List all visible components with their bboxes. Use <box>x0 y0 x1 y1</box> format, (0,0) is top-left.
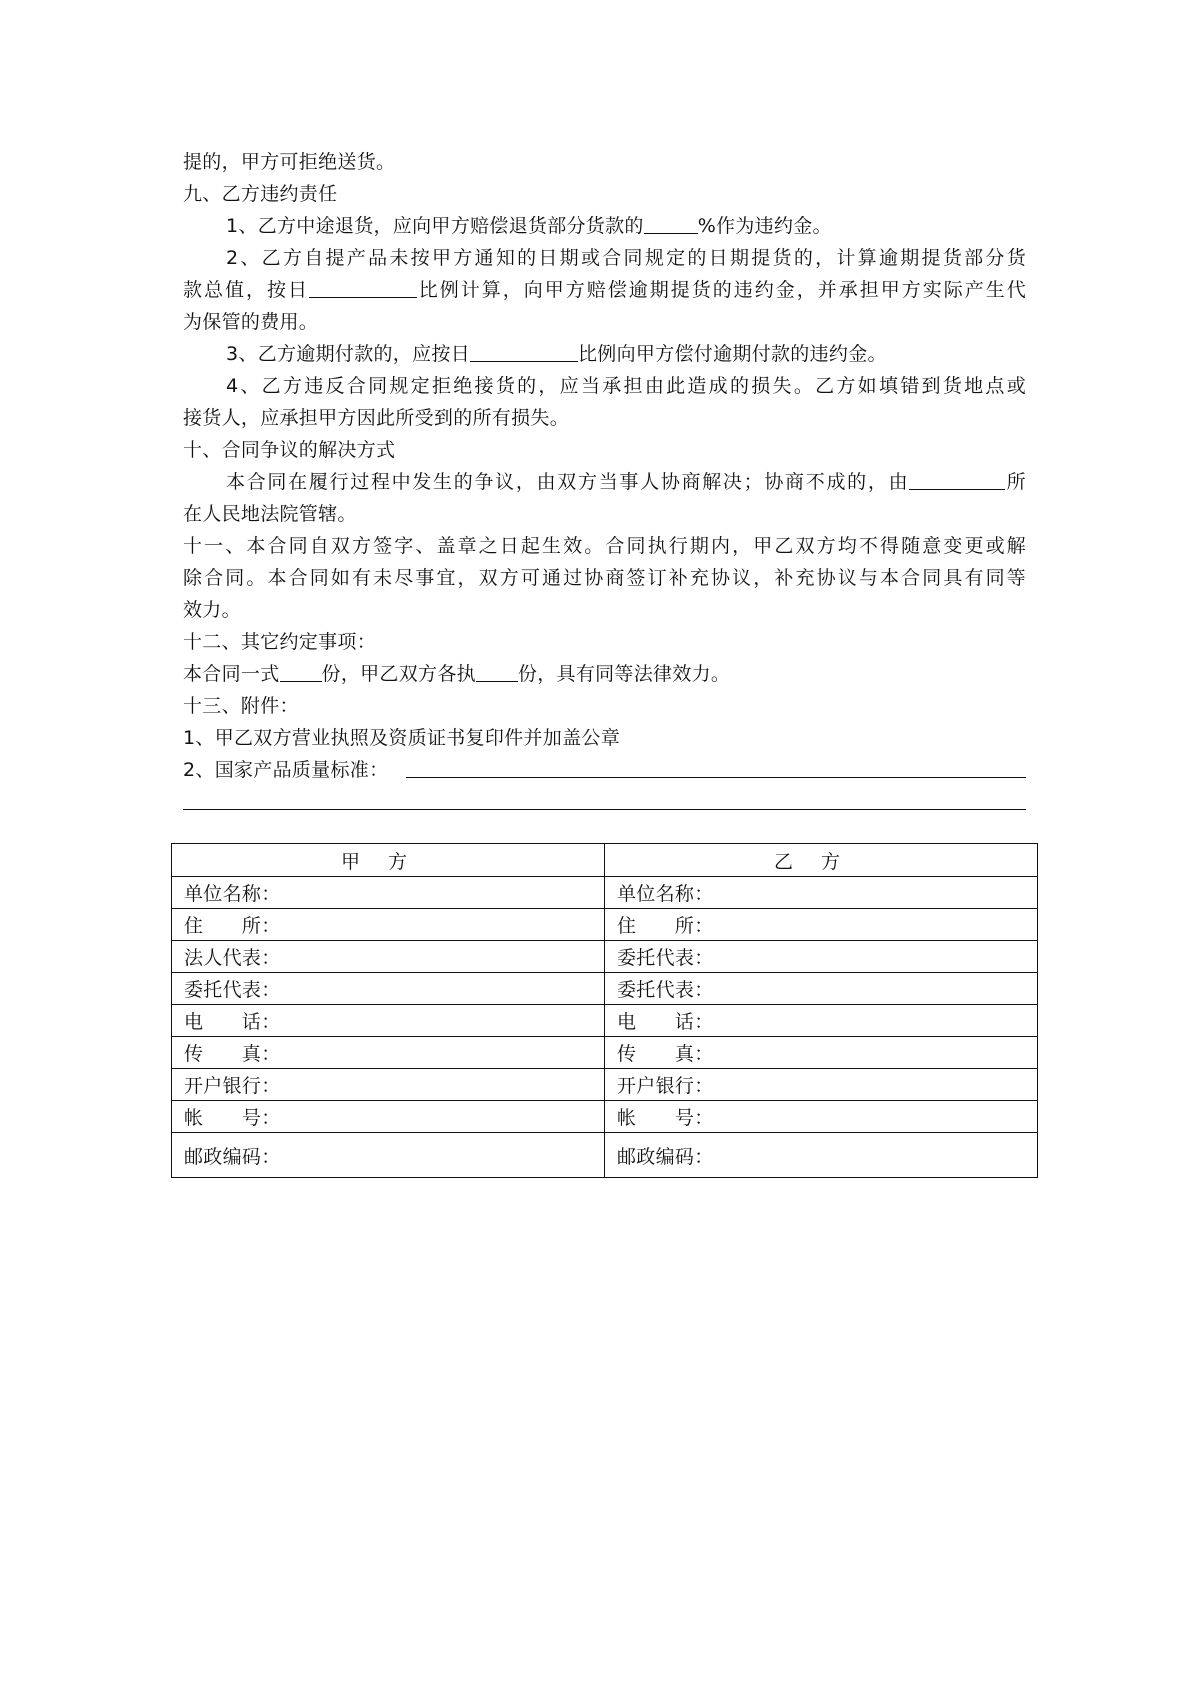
table-row <box>172 1133 1038 1178</box>
copies-total-blank <box>280 659 322 682</box>
section-10-heading: 十、合同争议的解决方式 <box>183 439 396 461</box>
daily-rate-blank <box>309 275 417 298</box>
party-b-address: 住 所： <box>605 909 1038 941</box>
party-a-company-name: 单位名称： <box>172 877 605 909</box>
clause-9-4-line1: 4、乙方违反合同规定拒绝接货的，应当承担由此造成的损失。乙方如填错到货地点或 <box>226 375 1026 397</box>
clause-9-4-line2: 接货人，应承担甲方因此所受到的所有损失。 <box>183 407 570 429</box>
table-row <box>172 1037 1038 1069</box>
party-b-phone: 电 话： <box>605 1005 1038 1037</box>
party-b-bank: 开户银行： <box>605 1069 1038 1101</box>
party-a-fax: 传 真： <box>172 1037 605 1069</box>
table-row <box>172 1069 1038 1101</box>
party-a-postcode: 邮政编码： <box>172 1133 605 1178</box>
party-b-fax: 传 真： <box>605 1037 1038 1069</box>
late-payment-rate-blank <box>470 339 578 362</box>
section-11-line3: 效力。 <box>183 599 241 621</box>
section-9-heading: 九、乙方违约责任 <box>183 183 338 205</box>
clause-10-line2: 在人民地法院管辖。 <box>183 503 357 525</box>
table-row <box>172 973 1038 1005</box>
party-b-postcode: 邮政编码： <box>605 1133 1038 1178</box>
quality-standard-rule-2 <box>183 809 1026 810</box>
table-row <box>172 909 1038 941</box>
section-11-line1: 十一、本合同自双方签字、盖章之日起生效。合同执行期内，甲乙双方均不得随意变更或解 <box>183 535 1026 557</box>
party-a-agent-rep: 委托代表： <box>172 973 605 1005</box>
attachment-2: 2、国家产品质量标准： <box>183 759 389 781</box>
party-a-phone: 电 话： <box>172 1005 605 1037</box>
table-row <box>172 941 1038 973</box>
party-b-agent-rep: 委托代表： <box>605 941 1038 973</box>
quality-standard-rule <box>406 777 1026 778</box>
party-a-bank: 开户银行： <box>172 1069 605 1101</box>
clause-9-2-line1: 2、乙方自提产品未按甲方通知的日期或合同规定的日期提货的，计算逾期提货部分货 <box>226 247 1026 269</box>
attachment-1: 1、甲乙双方营业执照及资质证书复印件并加盖公章 <box>183 727 620 749</box>
table-row <box>172 1101 1038 1133</box>
party-a-account: 帐 号： <box>172 1101 605 1133</box>
clause-10-line1: 本合同在履行过程中发生的争议，由双方当事人协商解决；协商不成的，由 所 <box>226 466 1026 498</box>
copies-clause: 本合同一式 份，甲乙双方各执 份，具有同等法律效力。 <box>183 658 730 690</box>
table-row <box>172 877 1038 909</box>
section-11-line2: 除合同。本合同如有未尽事宜，双方可通过协商签订补充协议，补充协议与本合同具有同等 <box>183 567 1026 589</box>
clause-9-1: 1、乙方中途退货，应向甲方赔偿退货部分货款的 %作为违约金。 <box>226 210 832 242</box>
clause-9-2-line2: 款总值，按日 比例计算，向甲方赔偿逾期提货的违约金，并承担甲方实际产生代 <box>183 274 1026 306</box>
copies-each-blank <box>476 659 518 682</box>
party-b-account: 帐 号： <box>605 1101 1038 1133</box>
court-blank <box>909 467 1005 490</box>
party-header-row <box>172 844 1038 877</box>
signature-table <box>171 843 1038 1178</box>
section-13-heading: 十三、附件： <box>183 695 299 717</box>
section-12-heading: 十二、其它约定事项： <box>183 631 377 653</box>
clause-9-2-line3: 为保管的费用。 <box>183 311 319 333</box>
table-row <box>172 1005 1038 1037</box>
party-b-company-name: 单位名称： <box>605 877 1038 909</box>
party-b-agent-rep-2: 委托代表： <box>605 973 1038 1005</box>
percent-blank <box>644 211 698 234</box>
party-b-header: 乙方 <box>605 844 1038 877</box>
party-a-header: 甲方 <box>172 844 605 877</box>
party-a-address: 住 所： <box>172 909 605 941</box>
clause-8-tail: 提的，甲方可拒绝送货。 <box>183 151 396 173</box>
party-a-legal-rep: 法人代表： <box>172 941 605 973</box>
clause-9-3: 3、乙方逾期付款的，应按日 比例向甲方偿付逾期付款的违约金。 <box>226 338 887 370</box>
